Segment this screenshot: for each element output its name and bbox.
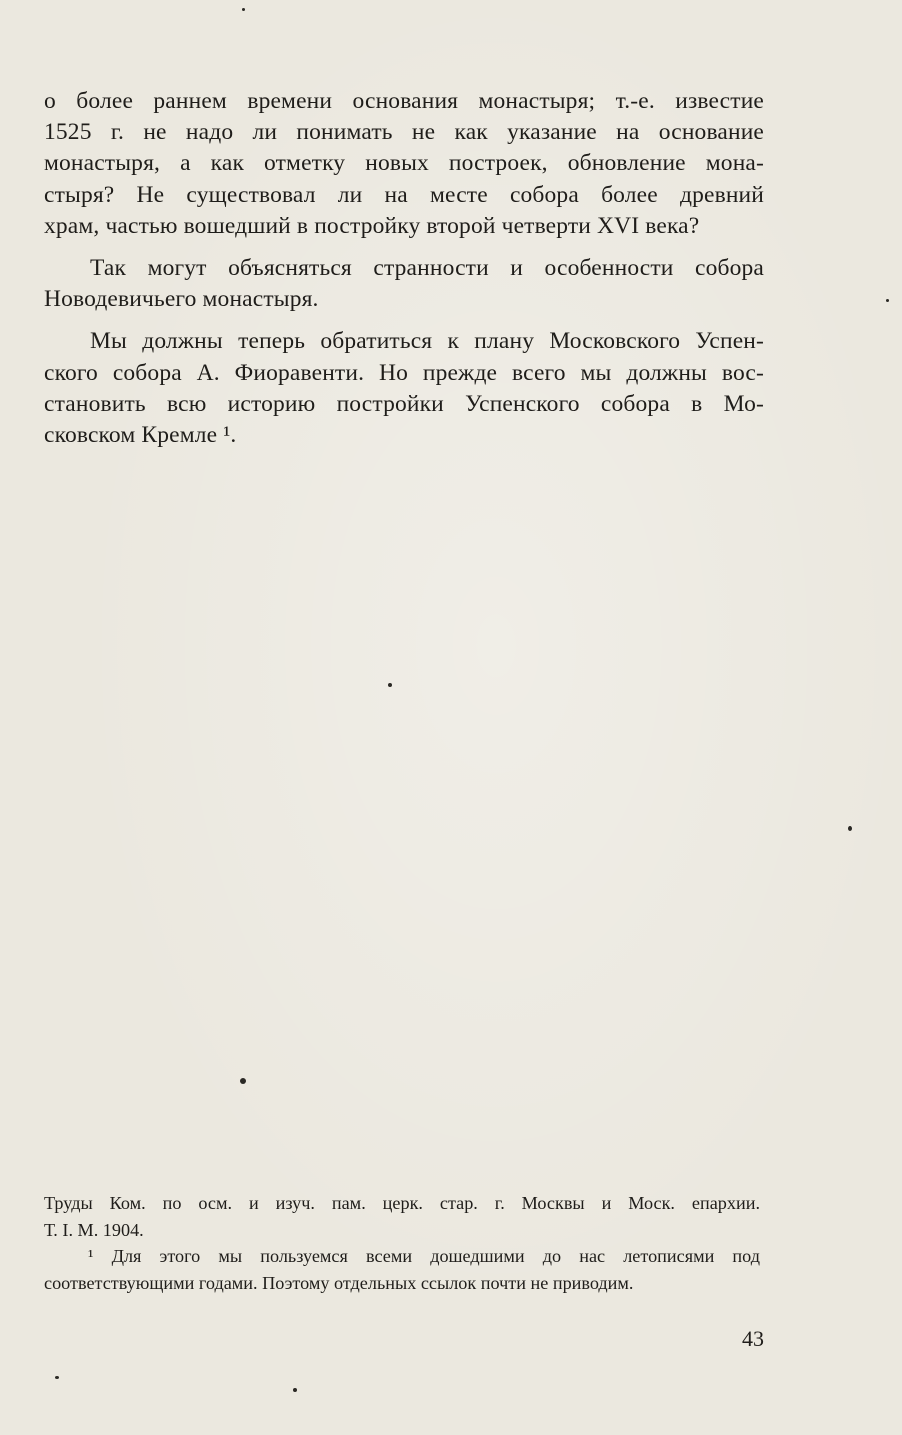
scan-speck (55, 1376, 59, 1379)
scan-speck (240, 1078, 246, 1084)
text-line: Так могут объясняться странности и особенности собора (90, 255, 764, 282)
main-text (44, 86, 764, 462)
text-line: монастыря, а как отметку новых построек, обновление мона- (44, 150, 764, 177)
paragraph-2 (44, 253, 764, 315)
footnote-line: ¹ Для этого мы пользуемся всеми дошедшими до нас летописями под (88, 1246, 760, 1266)
scan-speck (886, 299, 889, 302)
text-line: сковском Кремле ¹. (44, 422, 237, 449)
scan-speck (293, 1388, 297, 1392)
text-line: храм, частью вошедший в постройку второй четверти XVI века? (44, 212, 700, 239)
paragraph-1 (44, 86, 764, 242)
text-line: Новодевичьего монастыря. (44, 286, 319, 313)
reference-line: Т. I. М. 1904. (44, 1219, 144, 1240)
paragraph-3 (44, 326, 764, 451)
text-line: становить всю историю постройки Успенского собора в Мо- (44, 390, 764, 417)
text-line: о более раннем времени основания монастыря; т.-е. известие (44, 88, 764, 114)
footnotes (44, 1190, 760, 1296)
footnote-line: соответствующими годами. Поэтому отдельных ссылок почти не приводим. (44, 1272, 634, 1293)
text-line: Мы должны теперь обратиться к плану Московского Успен- (90, 328, 764, 355)
scan-speck (848, 826, 852, 831)
text-line: ского собора А. Фиоравенти. Но прежде всего мы должны вос- (44, 359, 764, 386)
scan-speck (242, 8, 245, 11)
text-line: 1525 г. не надо ли понимать не как указание на основание (44, 119, 764, 146)
text-line: стыря? Не существовал ли на месте собора более древний (44, 181, 764, 208)
page-number: 43 (742, 1326, 764, 1351)
reference-line: Труды Ком. по осм. и изуч. пам. церк. стар. г. Москвы и Моск. епархии. (44, 1193, 760, 1213)
scan-speck (388, 683, 392, 687)
